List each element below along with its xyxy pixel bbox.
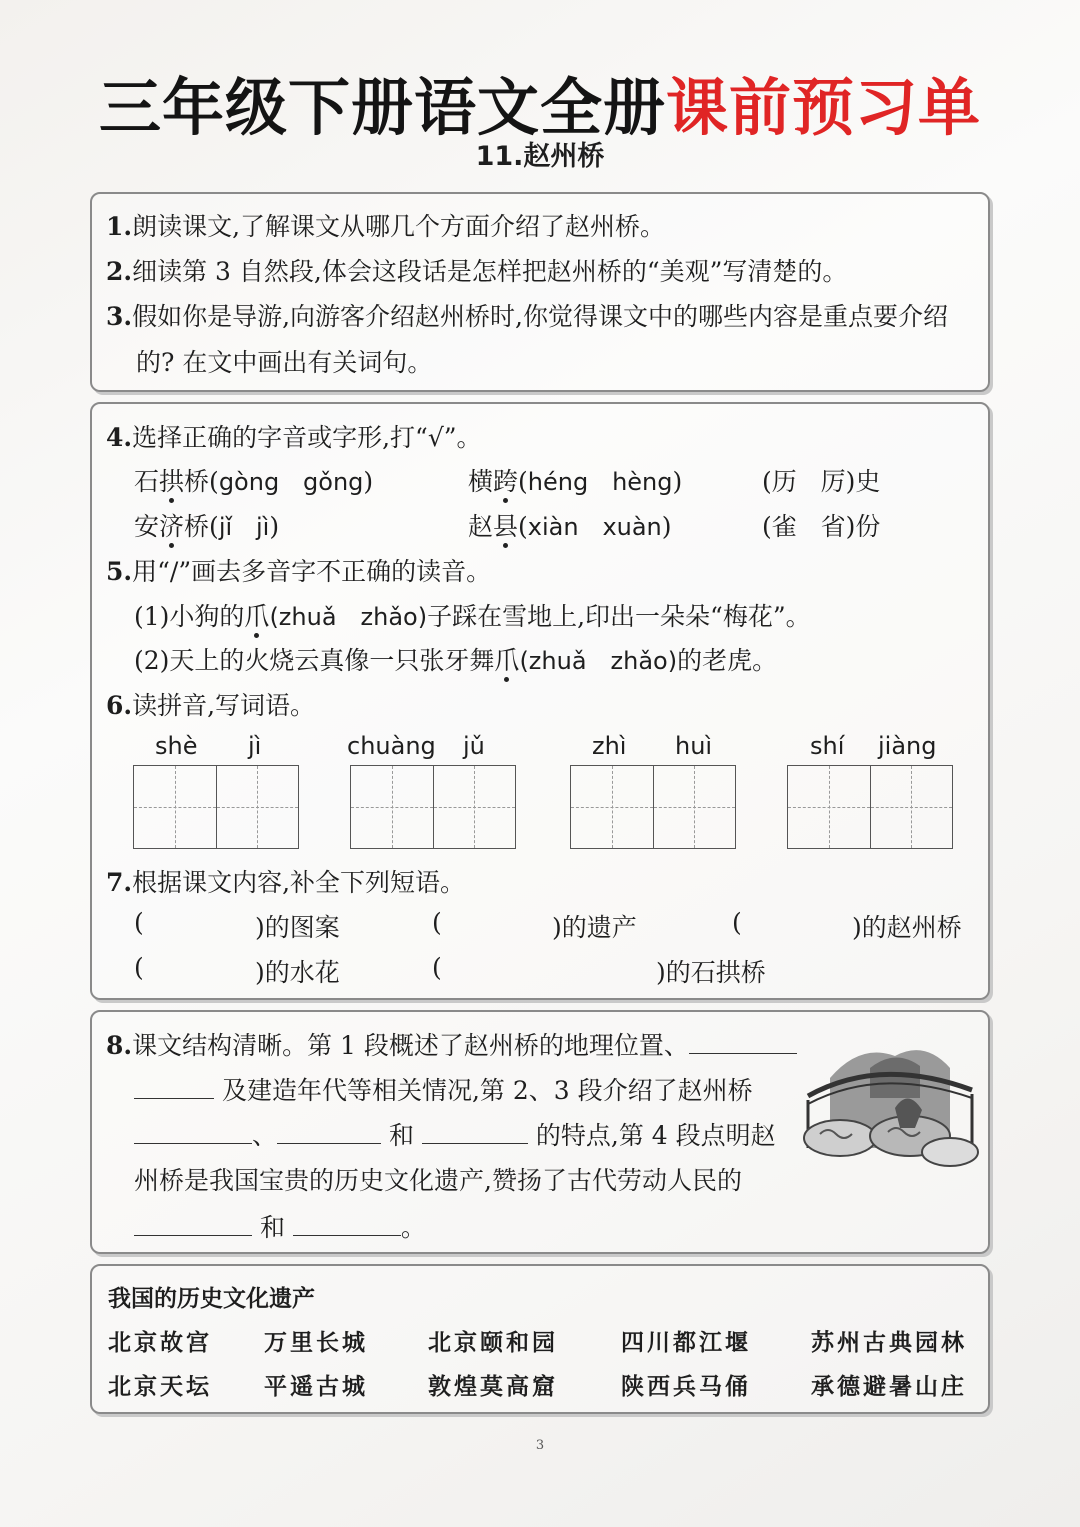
paren: ) bbox=[672, 467, 683, 496]
choice-item bbox=[134, 507, 279, 543]
question-5 bbox=[106, 552, 491, 588]
paren: ( bbox=[518, 512, 528, 541]
paren: ) bbox=[661, 512, 672, 541]
question-3-continued: 的? 在文中画出有关词句。 bbox=[136, 348, 433, 377]
question-number: 6. bbox=[106, 691, 133, 720]
question-number: 5. bbox=[106, 557, 133, 586]
title-red-part: 课前预习单 bbox=[666, 71, 982, 144]
question-8-line-5 bbox=[134, 1208, 426, 1244]
option-a[interactable]: gòng bbox=[218, 468, 280, 496]
fill-blank[interactable] bbox=[134, 1123, 252, 1144]
question-number: 8. bbox=[106, 1031, 133, 1060]
option-a[interactable]: jǐ bbox=[218, 513, 233, 541]
punct: 。 bbox=[400, 1213, 426, 1242]
question-text: 课文结构清晰。第 1 段概述了赵州桥的地理位置、 bbox=[132, 1031, 689, 1060]
question-text: 根据课文内容,补全下列短语。 bbox=[132, 868, 466, 897]
question-text: 读拼音,写词语。 bbox=[132, 691, 316, 720]
paren: ( bbox=[209, 467, 219, 496]
phrase-blank-open[interactable]: ( bbox=[732, 908, 742, 937]
fill-blank[interactable] bbox=[277, 1123, 381, 1144]
question-6 bbox=[106, 686, 315, 722]
phrase-blank-open[interactable]: ( bbox=[134, 908, 144, 937]
question-number: 4. bbox=[106, 423, 133, 452]
question-number: 3. bbox=[106, 302, 133, 331]
question-8-line-2 bbox=[134, 1071, 753, 1107]
fill-blank[interactable] bbox=[134, 1078, 214, 1099]
heritage-item: 万里长城 bbox=[264, 1329, 368, 1356]
sentence-text: 子踩在雪地上,印出一朵朵“梅花”。 bbox=[427, 602, 811, 631]
lesson-title: 11.赵州桥 bbox=[475, 141, 605, 172]
question-text: 朗读课文,了解课文从哪几个方面介绍了赵州桥。 bbox=[132, 212, 666, 241]
question-3 bbox=[106, 297, 948, 333]
heritage-item: 北京故宫 bbox=[108, 1329, 212, 1356]
choice-item bbox=[762, 462, 880, 498]
pinyin-label: huì bbox=[675, 732, 713, 760]
question-text: 和 bbox=[388, 1121, 414, 1150]
pinyin-options[interactable]: (zhuǎ zhǎo) bbox=[519, 647, 678, 675]
paren: ( bbox=[762, 512, 772, 541]
heritage-item: 北京颐和园 bbox=[428, 1329, 558, 1356]
question-text: 和 bbox=[259, 1213, 285, 1242]
option-b[interactable]: xuàn bbox=[602, 513, 662, 541]
phrase-blank: )的图案 bbox=[255, 913, 340, 942]
option-a[interactable]: xiàn bbox=[527, 513, 579, 541]
heritage-item: 敦煌莫高窟 bbox=[428, 1373, 558, 1400]
pinyin-label: jì bbox=[248, 732, 262, 760]
dotted-char: 县 bbox=[493, 512, 519, 541]
sentence-text: (1)小狗的 bbox=[134, 602, 245, 631]
writing-grid[interactable] bbox=[350, 765, 516, 849]
option-b[interactable]: 厉 bbox=[820, 467, 846, 496]
writing-grid[interactable] bbox=[787, 765, 953, 849]
question-number: 1. bbox=[106, 212, 133, 241]
dotted-char: 济 bbox=[159, 512, 185, 541]
bridge-illustration bbox=[800, 1038, 980, 1178]
pinyin-label: shè bbox=[155, 732, 198, 760]
question-text: 假如你是导游,向游客介绍赵州桥时,你觉得课文中的哪些内容是重点要介绍 bbox=[132, 302, 949, 331]
dotted-char: 跨 bbox=[493, 467, 519, 496]
question-text: 细读第 3 自然段,体会这段话是怎样把赵州桥的“美观”写清楚的。 bbox=[132, 257, 848, 286]
choice-item bbox=[468, 507, 672, 543]
choice-item bbox=[134, 462, 373, 498]
paren: ) bbox=[845, 512, 856, 541]
heritage-item: 北京天坛 bbox=[108, 1373, 212, 1400]
page-number: 3 bbox=[535, 1438, 545, 1453]
paren: ( bbox=[209, 512, 219, 541]
phrase-blank-open[interactable]: ( bbox=[134, 953, 144, 982]
question-text: 的特点,第 4 段点明赵 bbox=[535, 1121, 776, 1150]
writing-grid[interactable] bbox=[570, 765, 736, 849]
char: 横 bbox=[468, 467, 494, 496]
question-7 bbox=[106, 863, 465, 899]
pinyin-label: jiàng bbox=[878, 732, 937, 760]
paren: ( bbox=[518, 467, 528, 496]
choice-item bbox=[762, 507, 880, 543]
question-number: 2. bbox=[106, 257, 133, 286]
phrase-blank: )的赵州桥 bbox=[852, 913, 962, 942]
heritage-item: 苏州古典园林 bbox=[811, 1329, 967, 1356]
fill-blank[interactable] bbox=[422, 1123, 528, 1144]
pinyin-options[interactable]: (zhuǎ zhǎo) bbox=[269, 603, 428, 631]
option-a[interactable]: héng bbox=[527, 468, 589, 496]
phrase-blank-open[interactable]: ( bbox=[432, 908, 442, 937]
phrase-blank: )的石拱桥 bbox=[656, 958, 766, 987]
pinyin-label: shí bbox=[810, 732, 845, 760]
sentence-text: 的老虎。 bbox=[677, 646, 778, 675]
question-text: 用“/”画去多音字不正确的读音。 bbox=[132, 557, 492, 586]
option-b[interactable]: gǒng bbox=[303, 468, 364, 496]
heritage-item: 平遥古城 bbox=[264, 1373, 368, 1400]
question-8-line-1 bbox=[106, 1026, 797, 1062]
dotted-char: 拱 bbox=[159, 467, 185, 496]
heritage-title: 我国的历史文化遗产 bbox=[108, 1286, 315, 1312]
option-b[interactable]: jì bbox=[256, 513, 270, 541]
heritage-item: 四川都江堰 bbox=[621, 1329, 751, 1356]
fill-blank[interactable] bbox=[293, 1215, 401, 1236]
sentence-1 bbox=[134, 597, 811, 633]
question-text: 选择正确的字音或字形,打“√”。 bbox=[132, 423, 482, 452]
option-a[interactable]: 历 bbox=[771, 467, 797, 496]
punct: 、 bbox=[252, 1121, 278, 1150]
fill-blank[interactable] bbox=[134, 1215, 252, 1236]
char: 赵 bbox=[468, 512, 494, 541]
char: 份 bbox=[855, 512, 881, 541]
heritage-item: 承德避暑山庄 bbox=[811, 1373, 967, 1400]
title-black-part: 三年级下册语文全册 bbox=[98, 71, 666, 144]
question-8-line-3 bbox=[134, 1116, 776, 1152]
pinyin-label: jǔ bbox=[463, 732, 485, 760]
question-1 bbox=[106, 207, 665, 243]
char: 石 bbox=[134, 467, 160, 496]
option-b[interactable]: hèng bbox=[612, 468, 673, 496]
paren: ( bbox=[762, 467, 772, 496]
pinyin-label: chuàng bbox=[347, 732, 436, 760]
dotted-char: 爪 bbox=[494, 646, 520, 675]
question-8-line-4: 州桥是我国宝贵的历史文化遗产,赞扬了古代劳动人民的 bbox=[134, 1166, 742, 1195]
paren: ) bbox=[845, 467, 856, 496]
char: 安 bbox=[134, 512, 160, 541]
fill-blank[interactable] bbox=[689, 1033, 797, 1054]
paren: ) bbox=[363, 467, 374, 496]
paren: ) bbox=[269, 512, 280, 541]
question-2 bbox=[106, 252, 847, 288]
question-number: 7. bbox=[106, 868, 133, 897]
char: 桥 bbox=[184, 512, 210, 541]
phrase-blank: )的遗产 bbox=[552, 913, 637, 942]
pinyin-label: zhì bbox=[592, 732, 627, 760]
dotted-char: 爪 bbox=[244, 602, 270, 631]
writing-grid[interactable] bbox=[133, 765, 299, 849]
question-4 bbox=[106, 418, 482, 454]
phrase-blank: )的水花 bbox=[255, 958, 340, 987]
option-b[interactable]: 省 bbox=[820, 512, 846, 541]
sentence-2 bbox=[134, 641, 777, 677]
phrase-blank-open[interactable]: ( bbox=[432, 953, 442, 982]
char: 桥 bbox=[184, 467, 210, 496]
sentence-text: (2)天上的火烧云真像一只张牙舞 bbox=[134, 646, 495, 675]
heritage-item: 陕西兵马俑 bbox=[621, 1373, 751, 1400]
choice-item bbox=[468, 462, 682, 498]
option-a[interactable]: 雀 bbox=[771, 512, 797, 541]
question-text: 及建造年代等相关情况,第 2、3 段介绍了赵州桥 bbox=[221, 1076, 753, 1105]
char: 史 bbox=[855, 467, 881, 496]
